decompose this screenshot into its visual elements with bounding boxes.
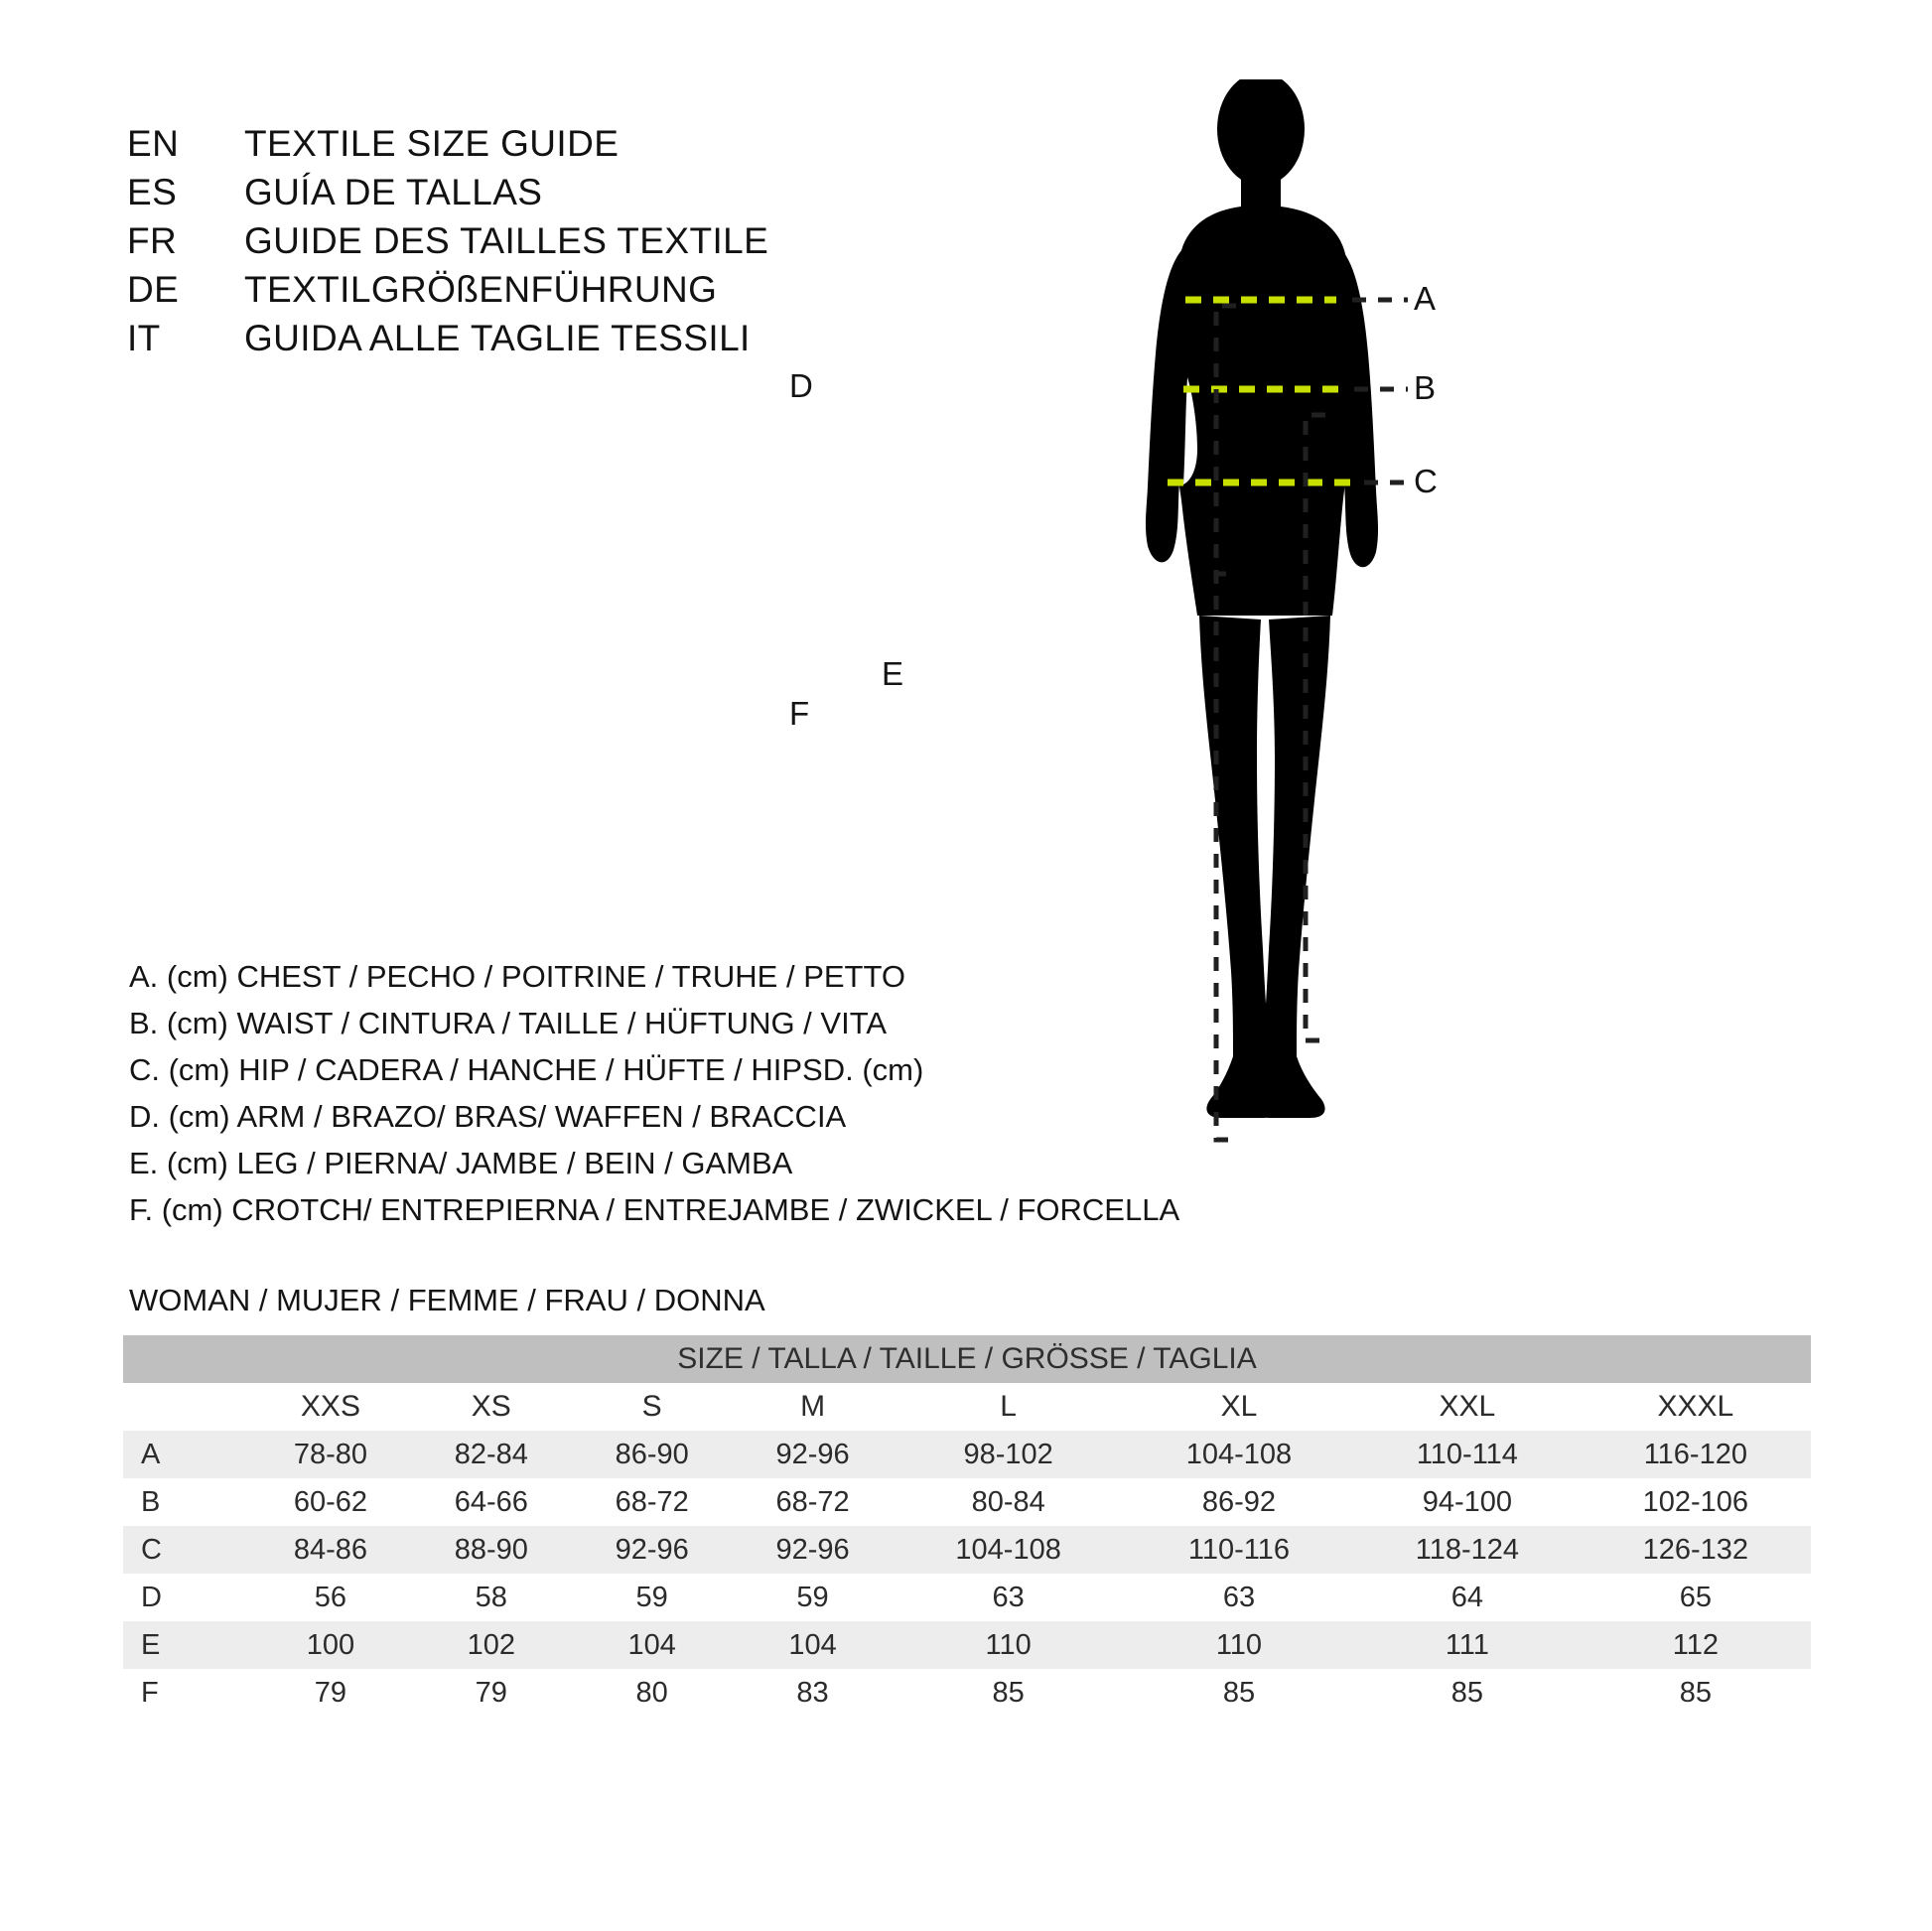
title-lang-fr: FR [127,220,178,261]
table-col-s: S [572,1383,733,1431]
title-block [127,119,882,362]
size-table [123,1335,1811,1717]
title-lang-en: EN [127,123,180,164]
title-text-fr: GUIDE DES TAILLES TEXTILE [244,220,769,261]
table-cell: 78-80 [250,1431,411,1478]
table-cell: 64 [1354,1574,1581,1621]
title-lang-es: ES [127,172,178,212]
table-cell: 88-90 [411,1526,572,1574]
marker-label-a: A [1414,280,1437,317]
table-cell: 58 [411,1574,572,1621]
table-cell: 85 [1354,1669,1581,1717]
title-text-de: TEXTILGRÖßENFÜHRUNG [244,269,718,310]
table-cell: 126-132 [1581,1526,1811,1574]
legend-row-a: A. (cm) CHEST / PECHO / POITRINE / TRUHE / PETTO [129,959,905,994]
table-cell: 64-66 [411,1478,572,1526]
table-cell: 104 [572,1621,733,1669]
table-cell: 104-108 [1124,1431,1354,1478]
legend-row-e: E. (cm) LEG / PIERNA/ JAMBE / BEIN / GAMBA [129,1146,793,1180]
table-cell: 83 [733,1669,894,1717]
table-cell: 92-96 [733,1526,894,1574]
table-col-xxs: XXS [250,1383,411,1431]
marker-label-d: D [789,367,813,404]
table-col-xl: XL [1124,1383,1354,1431]
table-cell: 111 [1354,1621,1581,1669]
table-row-key-f: F [123,1669,250,1717]
marker-label-c: C [1414,463,1438,499]
table-cell: 85 [1124,1669,1354,1717]
table-row-key-c: C [123,1526,250,1574]
table-cell: 79 [411,1669,572,1717]
table-col-xxxl: XXXL [1581,1383,1811,1431]
table-col-m: M [733,1383,894,1431]
table-cell: 59 [572,1574,733,1621]
table-row [123,1621,1811,1669]
table-cell: 104 [733,1621,894,1669]
table-cell: 102 [411,1621,572,1669]
table-cell: 110-114 [1354,1431,1581,1478]
table-cell: 85 [1581,1669,1811,1717]
table-cell: 59 [733,1574,894,1621]
table-cell: 100 [250,1621,411,1669]
table-row-key-d: D [123,1574,250,1621]
marker-label-b: B [1414,369,1437,406]
table-cell: 86-92 [1124,1478,1354,1526]
table-row-key-e: E [123,1621,250,1669]
table-cell: 98-102 [894,1431,1124,1478]
marker-label-f: F [789,695,810,732]
table-cell: 92-96 [733,1431,894,1478]
table-cell: 82-84 [411,1431,572,1478]
legend-row-b: B. (cm) WAIST / CINTURA / TAILLE / HÜFTUNG / VITA [129,1006,888,1040]
legend-block [129,953,1281,1233]
table-cell: 116-120 [1581,1431,1811,1478]
title-text-es: GUÍA DE TALLAS [244,172,543,212]
title-row [127,314,882,362]
table-row [123,1431,1811,1478]
marker-label-e: E [882,655,904,692]
legend-row-f: F. (cm) CROTCH/ ENTREPIERNA / ENTREJAMBE / ZWICKEL / FORCELLA [129,1192,1180,1227]
table-cell: 56 [250,1574,411,1621]
table-cell: 118-124 [1354,1526,1581,1574]
table-cell: 86-90 [572,1431,733,1478]
table-band-title-row [123,1335,1811,1383]
table-cell: 80 [572,1669,733,1717]
table-cell: 63 [1124,1574,1354,1621]
table-cell: 92-96 [572,1526,733,1574]
title-row [127,216,882,265]
table-cell: 65 [1581,1574,1811,1621]
table-cell: 102-106 [1581,1478,1811,1526]
table-row [123,1669,1811,1717]
table-header-corner [123,1383,250,1431]
table-cell: 63 [894,1574,1124,1621]
table-row-key-a: A [123,1431,250,1478]
table-col-l: L [894,1383,1124,1431]
title-lang-de: DE [127,269,180,310]
table-row [123,1526,1811,1574]
table-col-xs: XS [411,1383,572,1431]
title-lang-it: IT [127,318,161,358]
table-cell: 60-62 [250,1478,411,1526]
table-cell: 68-72 [733,1478,894,1526]
table-col-xxl: XXL [1354,1383,1581,1431]
table-cell: 110 [1124,1621,1354,1669]
table-cell: 84-86 [250,1526,411,1574]
table-cell: 110-116 [1124,1526,1354,1574]
table-row [123,1574,1811,1621]
title-text-en: TEXTILE SIZE GUIDE [244,123,620,164]
title-row [127,168,882,216]
table-cell: 94-100 [1354,1478,1581,1526]
gender-caption: WOMAN / MUJER / FEMME / FRAU / DONNA [129,1283,765,1317]
table-cell: 68-72 [572,1478,733,1526]
table-row-key-b: B [123,1478,250,1526]
table-band-title: SIZE / TALLA / TAILLE / GRÖSSE / TAGLIA [123,1335,1811,1383]
table-cell: 104-108 [894,1526,1124,1574]
table-cell: 110 [894,1621,1124,1669]
title-text-it: GUIDA ALLE TAGLIE TESSILI [244,318,751,358]
title-row [127,119,882,168]
table-row [123,1478,1811,1526]
legend-row-d: D. (cm) ARM / BRAZO/ BRAS/ WAFFEN / BRACCIA [129,1099,847,1134]
table-cell: 112 [1581,1621,1811,1669]
title-row [127,265,882,314]
legend-row-c: C. (cm) HIP / CADERA / HANCHE / HÜFTE / HIPSD. (cm) [129,1052,924,1087]
table-cell: 85 [894,1669,1124,1717]
table-cell: 80-84 [894,1478,1124,1526]
table-header-row [123,1383,1811,1431]
table-cell: 79 [250,1669,411,1717]
